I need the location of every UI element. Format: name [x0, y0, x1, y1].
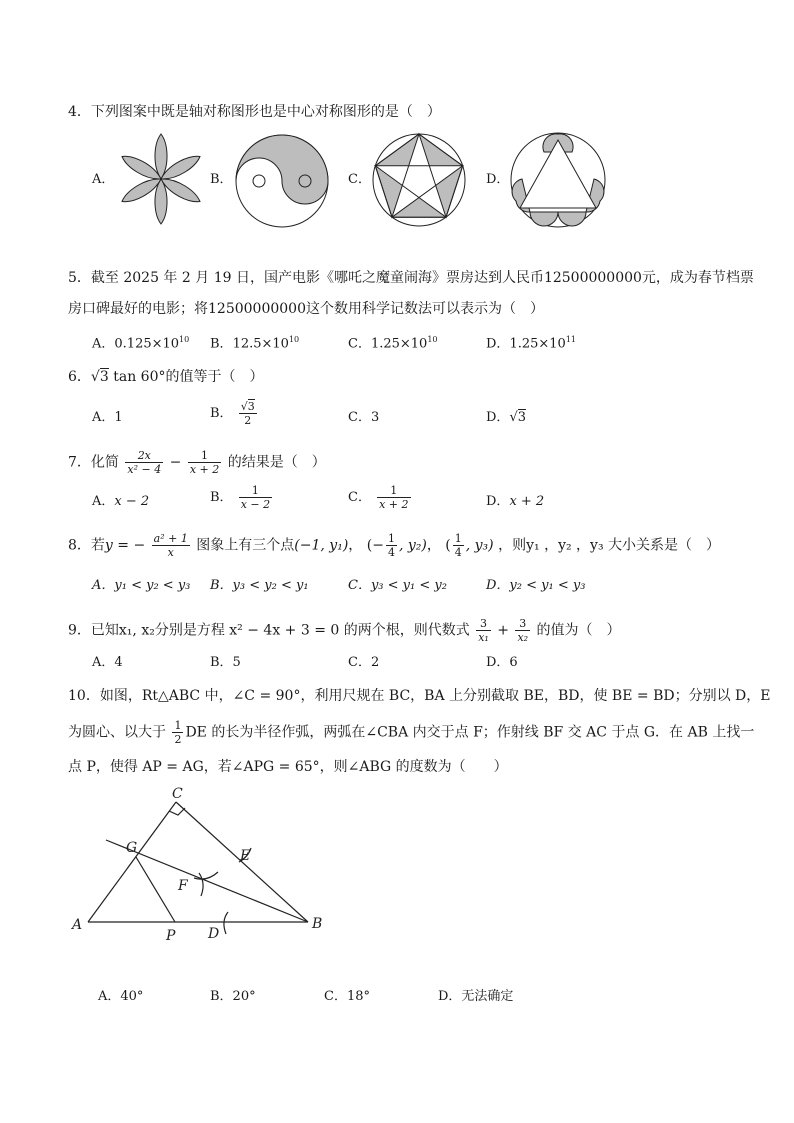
q10-option-b: B．20° — [210, 989, 256, 1004]
q5-stem-line2: 房口碑最好的电影；将12500000000这个数用科学记数法可以表示为（ ） — [68, 301, 544, 317]
q5-stem-line1: 5．截至 2025 年 2 月 19 日，国产电影《哪吒之魔童闹海》票房达到人民币12500000000元，成为春节档票 — [68, 270, 754, 286]
label-f: F — [178, 878, 188, 894]
q7-option-c: C． $\frac{1}{x + 2}$ — [348, 484, 409, 511]
yin-yang-icon — [234, 133, 330, 229]
label-g: G — [126, 840, 138, 856]
q4-option-d-label: D． — [486, 172, 510, 187]
q10-stem-line1: 10．如图，Rt△ABC 中，∠C = 90°，利用尺规在 BC，BA 上分别截取 BE，BD，使 BE = BD；分别以 D，E — [68, 688, 771, 704]
q8-option-c: C．y₃ < y₁ < y₂ — [348, 578, 447, 593]
flower-petals-icon — [114, 132, 208, 226]
q10-option-d: D．无法确定 — [438, 989, 514, 1004]
label-b: B — [312, 916, 323, 932]
label-e: E — [240, 848, 251, 864]
label-c: C — [172, 786, 183, 802]
label-p: P — [166, 928, 176, 944]
q10-option-a: A．40° — [98, 989, 144, 1004]
label-a: A — [72, 917, 83, 933]
triangle-construction-figure — [66, 780, 336, 950]
q9-option-b: B．5 — [210, 655, 241, 670]
q9-stem: 9．已知x₁, x₂分别是方程 x² − 4x + 3 = 0 的两个根，则代数式 $\frac{3}{\text{x₁}}$ + $\frac{3}{\text{x₂}}$ 的值为（ ） — [68, 617, 621, 644]
q5-option-d: D．$1.25\times 10^{11}$ — [486, 335, 577, 352]
q7-option-a: A．x − 2 — [92, 494, 150, 509]
sqrt-symbol: √ — [90, 369, 100, 385]
pentagram-in-circle-icon — [370, 130, 468, 228]
q9-option-d: D．6 — [486, 655, 518, 670]
q6-option-a: A．1 — [92, 410, 123, 425]
q5-option-a: A．$0.125\times 10^{10}$ — [92, 335, 190, 352]
q9-option-a: A．4 — [92, 655, 123, 670]
q7-stem: 7．化简 $\frac{2x}{\text{x² − 4}}$ − $\frac{1}{x + 2}$ 的结果是（ ） — [68, 449, 326, 476]
q4-stem: 4．下列图案中既是轴对称图形也是中心对称图形的是（ ） — [68, 104, 441, 120]
q6-stem: 6．√3 tan 60°的值等于（ ） — [68, 369, 264, 385]
q10-stem-line2: 为圆心、以大于 $\frac{1}{2}$ DE 的长为半径作弧，两弧在∠CBA 内交于点 F；作射线 BF 交 AC 于点 G．在 AB 上找一 — [68, 719, 755, 746]
q4-option-a-label: A． — [92, 172, 115, 187]
label-d: D — [208, 926, 220, 942]
q8-option-b: B．y₃ < y₂ < y₁ — [210, 578, 309, 593]
q5-option-b: B．$12.5\times 10^{10}$ — [210, 335, 300, 352]
q10-option-c: C．18° — [324, 989, 370, 1004]
q8-option-a: A．y₁ < y₂ < y₃ — [92, 578, 191, 593]
q6-option-d: D．√3 — [486, 410, 527, 425]
q8-option-d: D．y₂ < y₁ < y₃ — [486, 578, 586, 593]
q4-option-b-label: B． — [210, 172, 233, 187]
q6-option-b: B． $\frac{√3}{2}$ — [210, 400, 255, 427]
q8-stem: 8．若y = − $\frac{\text{a² + 1}}{x}$ 图象上有三个点(−1, y₁)， (− $\frac{1}{4}$ , y₂)， ( $\frac{1}{4}$ , y₃) ，则y₁ ，y₂ ，y₃ 大小关系是（ ） — [68, 532, 721, 559]
q4-option-c-label: C． — [348, 172, 371, 187]
q6-option-c: C．3 — [348, 410, 380, 425]
q7-option-b: B． $\frac{1}{x - 2}$ — [210, 484, 271, 511]
q5-option-c: C．$1.25\times 10^{10}$ — [348, 335, 438, 352]
triangle-arcs-in-circle-icon — [508, 130, 608, 230]
q9-option-c: C．2 — [348, 655, 380, 670]
q7-option-d: D．x + 2 — [486, 494, 545, 509]
q10-stem-line3: 点 P，使得 AP = AG，若∠APG = 65°，则∠ABG 的度数为（ ） — [68, 759, 508, 775]
